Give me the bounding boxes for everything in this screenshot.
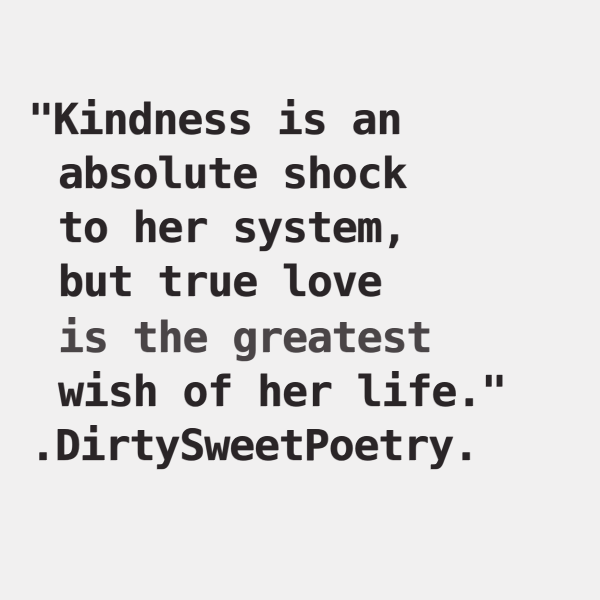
quote-line-3: to her system, xyxy=(58,203,407,253)
quote-line-1: "Kindness is an xyxy=(28,95,402,145)
quote-line-4: but true love xyxy=(58,257,382,307)
quote-line-5: is the greatest xyxy=(58,313,432,363)
quote-attribution: .DirtySweetPoetry. xyxy=(30,421,478,471)
quote-line-2: absolute shock xyxy=(58,149,407,199)
quote-line-6: wish of her life." xyxy=(58,367,506,417)
